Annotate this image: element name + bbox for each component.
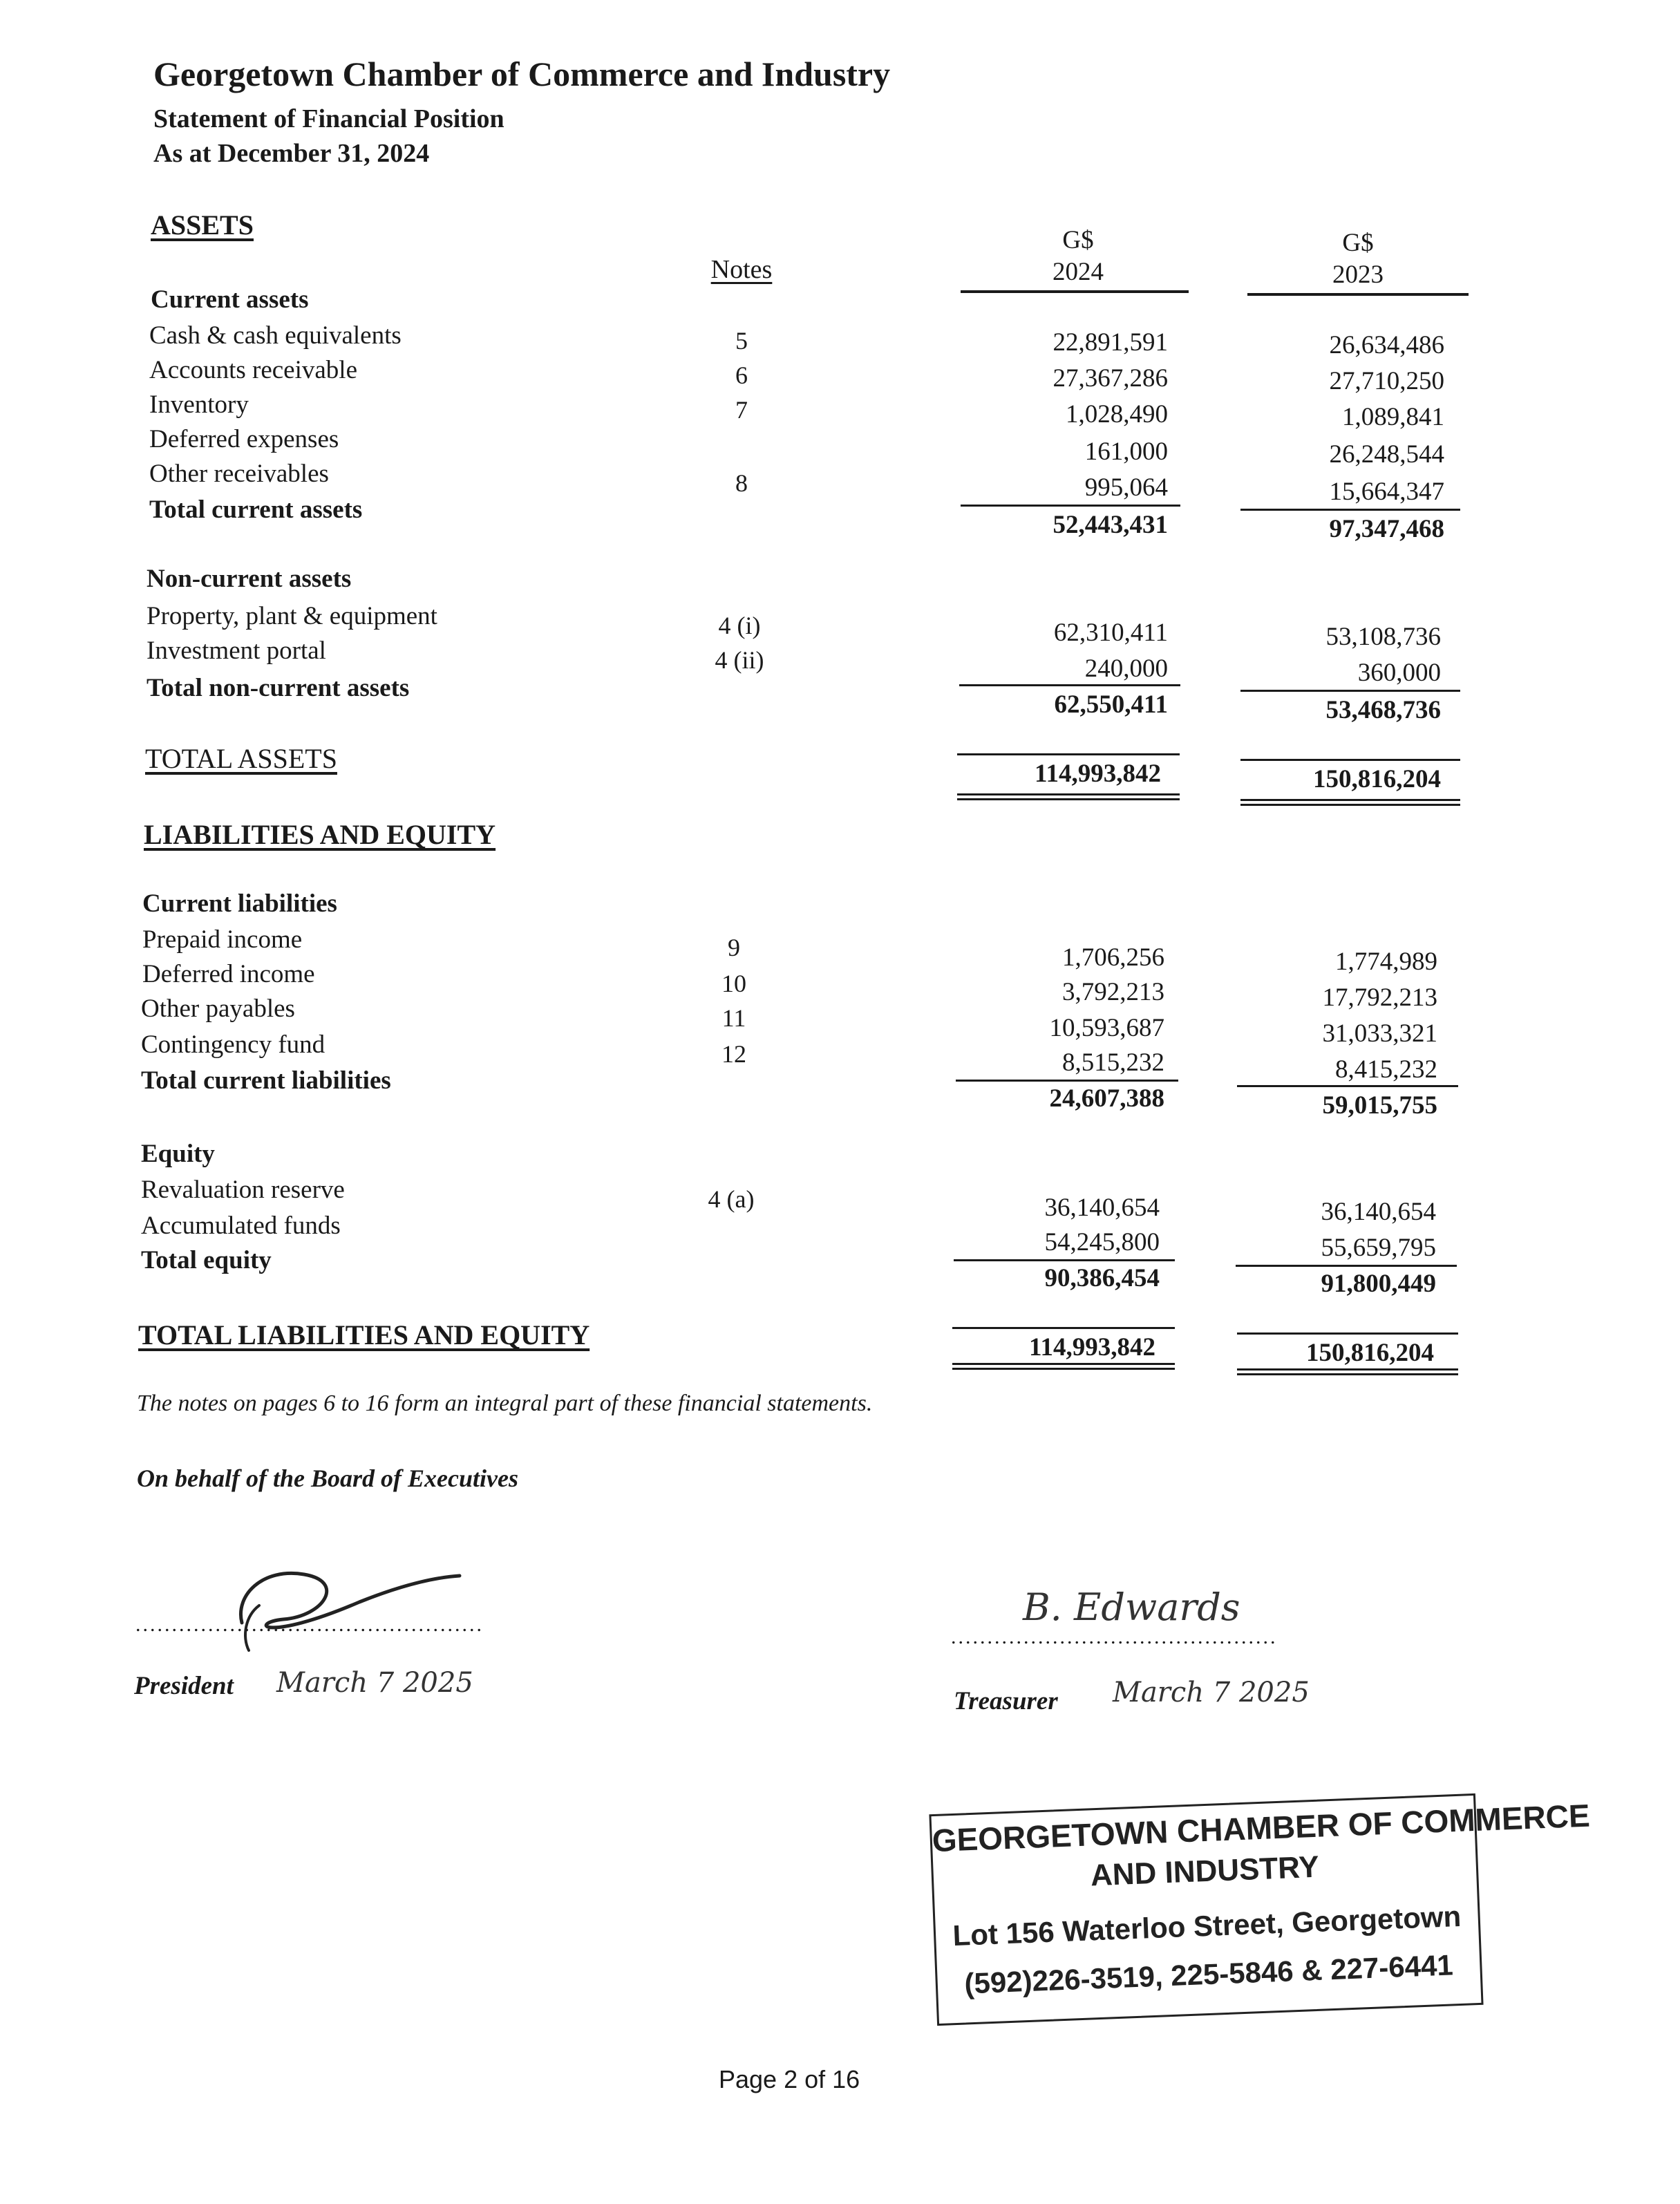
current-liabilities-heading: Current liabilities <box>142 889 337 918</box>
total-liabilities-equity-label: TOTAL LIABILITIES AND EQUITY <box>138 1319 590 1350</box>
total-assets-label: TOTAL ASSETS <box>145 743 337 774</box>
value-2024: 1,706,256 <box>1062 943 1164 972</box>
value-2024: 10,593,687 <box>1049 1014 1164 1042</box>
value-2024: 8,515,232 <box>1062 1048 1164 1077</box>
value-2023: 1,089,841 <box>1342 403 1444 431</box>
row-label: Deferred expenses <box>149 425 339 453</box>
total-liabilities-equity-2024: 114,993,842 <box>1029 1333 1155 1362</box>
subtotal-rule <box>1236 1265 1457 1267</box>
value-2024: 161,000 <box>1084 437 1168 466</box>
value-2023: 26,634,486 <box>1329 331 1444 359</box>
row-note: 9 <box>728 934 740 961</box>
grand-total-top-rule <box>952 1327 1175 1329</box>
page-number: Page 2 of 16 <box>719 2065 860 2093</box>
current-assets-heading: Current assets <box>151 285 309 314</box>
total-noncurrent-assets-2023: 53,468,736 <box>1325 696 1441 724</box>
year-2023-header: 2023 <box>1332 261 1384 289</box>
year-2024-header: 2024 <box>1053 258 1104 286</box>
grand-total-double-rule <box>1237 1368 1458 1375</box>
value-2024: 27,367,286 <box>1053 364 1168 393</box>
value-2024: 62,310,411 <box>1053 619 1168 647</box>
stamp-line-3: Lot 156 Waterloo Street, Georgetown <box>952 1899 1462 1952</box>
total-equity-2024: 90,386,454 <box>1044 1264 1160 1292</box>
row-label: Revaluation reserve <box>141 1176 345 1204</box>
grand-total-double-rule <box>1240 799 1460 806</box>
grand-total-top-rule <box>957 753 1180 755</box>
row-label: Other receivables <box>149 460 329 488</box>
total-noncurrent-assets-2024: 62,550,411 <box>1054 690 1168 719</box>
total-current-liabilities-label: Total current liabilities <box>141 1066 391 1095</box>
value-2023: 15,664,347 <box>1329 478 1444 506</box>
grand-total-double-rule <box>957 793 1180 800</box>
treasurer-signature: B. Edwards <box>1023 1585 1240 1629</box>
noncurrent-assets-heading: Non-current assets <box>147 565 352 593</box>
value-2023: 53,108,736 <box>1325 623 1441 651</box>
total-assets-2023: 150,816,204 <box>1313 765 1441 793</box>
value-2024: 3,792,213 <box>1062 978 1164 1006</box>
row-note: 6 <box>735 361 748 389</box>
value-2024: 54,245,800 <box>1044 1228 1160 1256</box>
value-2023: 26,248,544 <box>1329 440 1444 469</box>
row-note: 5 <box>735 327 748 355</box>
row-note: 4 (ii) <box>715 646 764 674</box>
currency-2023: G$ <box>1342 229 1374 257</box>
row-note: 8 <box>735 469 748 497</box>
total-current-assets-2024: 52,443,431 <box>1053 511 1168 539</box>
treasurer-date: March 7 2025 <box>1113 1677 1310 1708</box>
liabilities-equity-heading: LIABILITIES AND EQUITY <box>144 819 496 850</box>
column-rule-2023 <box>1247 293 1469 296</box>
row-label: Prepaid income <box>142 925 303 954</box>
subtotal-rule <box>959 684 1180 686</box>
subtotal-rule <box>954 1259 1175 1261</box>
as-at-date: As at December 31, 2024 <box>153 139 430 168</box>
value-2023: 27,710,250 <box>1329 367 1444 395</box>
organization-name: Georgetown Chamber of Commerce and Industry <box>153 55 891 93</box>
treasurer-label: Treasurer <box>954 1687 1058 1715</box>
total-current-liabilities-2023: 59,015,755 <box>1322 1091 1437 1120</box>
value-2023: 1,774,989 <box>1335 948 1437 976</box>
row-label: Accumulated funds <box>141 1212 341 1240</box>
value-2024: 22,891,591 <box>1053 328 1168 357</box>
column-rule-2024 <box>961 290 1189 293</box>
value-2024: 1,028,490 <box>1066 400 1168 428</box>
subtotal-rule <box>1237 1085 1458 1087</box>
subtotal-rule <box>1240 690 1460 692</box>
row-label: Cash & cash equivalents <box>149 321 402 350</box>
total-noncurrent-assets-label: Total non-current assets <box>147 674 410 702</box>
subtotal-rule <box>1240 509 1460 511</box>
value-2023: 17,792,213 <box>1322 983 1437 1012</box>
currency-2024: G$ <box>1062 226 1094 254</box>
row-label: Other payables <box>141 995 295 1023</box>
president-label: President <box>134 1672 234 1700</box>
row-label: Contingency fund <box>141 1030 325 1059</box>
row-note: 4 (a) <box>708 1185 755 1213</box>
value-2024: 240,000 <box>1084 654 1168 683</box>
notes-column-header: Notes <box>710 255 773 284</box>
value-2023: 360,000 <box>1357 659 1441 687</box>
president-date: March 7 2025 <box>276 1667 473 1699</box>
stamp-line-4: (592)226-3519, 225-5846 & 227-6441 <box>963 1948 1454 2000</box>
total-current-assets-2023: 97,347,468 <box>1329 515 1444 543</box>
row-label: Inventory <box>149 390 249 419</box>
value-2024: 995,064 <box>1084 473 1168 502</box>
board-on-behalf: On behalf of the Board of Executives <box>137 1464 518 1492</box>
row-note: 4 (i) <box>718 612 761 639</box>
president-signature-line: ................................................ <box>135 1613 484 1636</box>
value-2023: 55,659,795 <box>1321 1234 1436 1262</box>
subtotal-rule <box>961 505 1180 507</box>
total-liabilities-equity-2023: 150,816,204 <box>1306 1339 1434 1367</box>
treasurer-signature-line: ............................................. <box>951 1626 1278 1648</box>
row-note: 11 <box>721 1004 746 1032</box>
equity-heading: Equity <box>141 1140 215 1168</box>
organization-stamp <box>929 1793 1591 2026</box>
row-label: Investment portal <box>147 637 326 665</box>
notes-statement: The notes on pages 6 to 16 form an integral part of these financial statements. <box>137 1391 873 1416</box>
total-equity-2023: 91,800,449 <box>1321 1270 1436 1298</box>
total-equity-label: Total equity <box>141 1246 272 1274</box>
row-note: 12 <box>721 1040 746 1068</box>
statement-title: Statement of Financial Position <box>153 104 504 133</box>
row-label: Property, plant & equipment <box>147 602 437 630</box>
assets-heading: ASSETS <box>151 209 254 241</box>
value-2023: 31,033,321 <box>1322 1019 1437 1048</box>
value-2023: 36,140,654 <box>1321 1198 1436 1226</box>
grand-total-top-rule <box>1237 1332 1458 1335</box>
total-current-assets-label: Total current assets <box>149 496 363 524</box>
total-assets-2024: 114,993,842 <box>1035 760 1161 788</box>
row-label: Accounts receivable <box>149 356 357 384</box>
subtotal-rule <box>956 1080 1178 1082</box>
stamp-line-2: AND INDUSTRY <box>1090 1849 1320 1893</box>
row-note: 10 <box>721 970 746 997</box>
value-2023: 8,415,232 <box>1335 1055 1437 1084</box>
stamp-line-1: GEORGETOWN CHAMBER OF COMMERCE <box>931 1797 1591 1859</box>
president-signature <box>221 1540 470 1664</box>
row-note: 7 <box>735 396 748 424</box>
row-label: Deferred income <box>142 960 315 988</box>
value-2024: 36,140,654 <box>1044 1194 1160 1222</box>
grand-total-double-rule <box>952 1363 1175 1370</box>
total-current-liabilities-2024: 24,607,388 <box>1049 1084 1164 1113</box>
grand-total-top-rule <box>1240 759 1460 761</box>
